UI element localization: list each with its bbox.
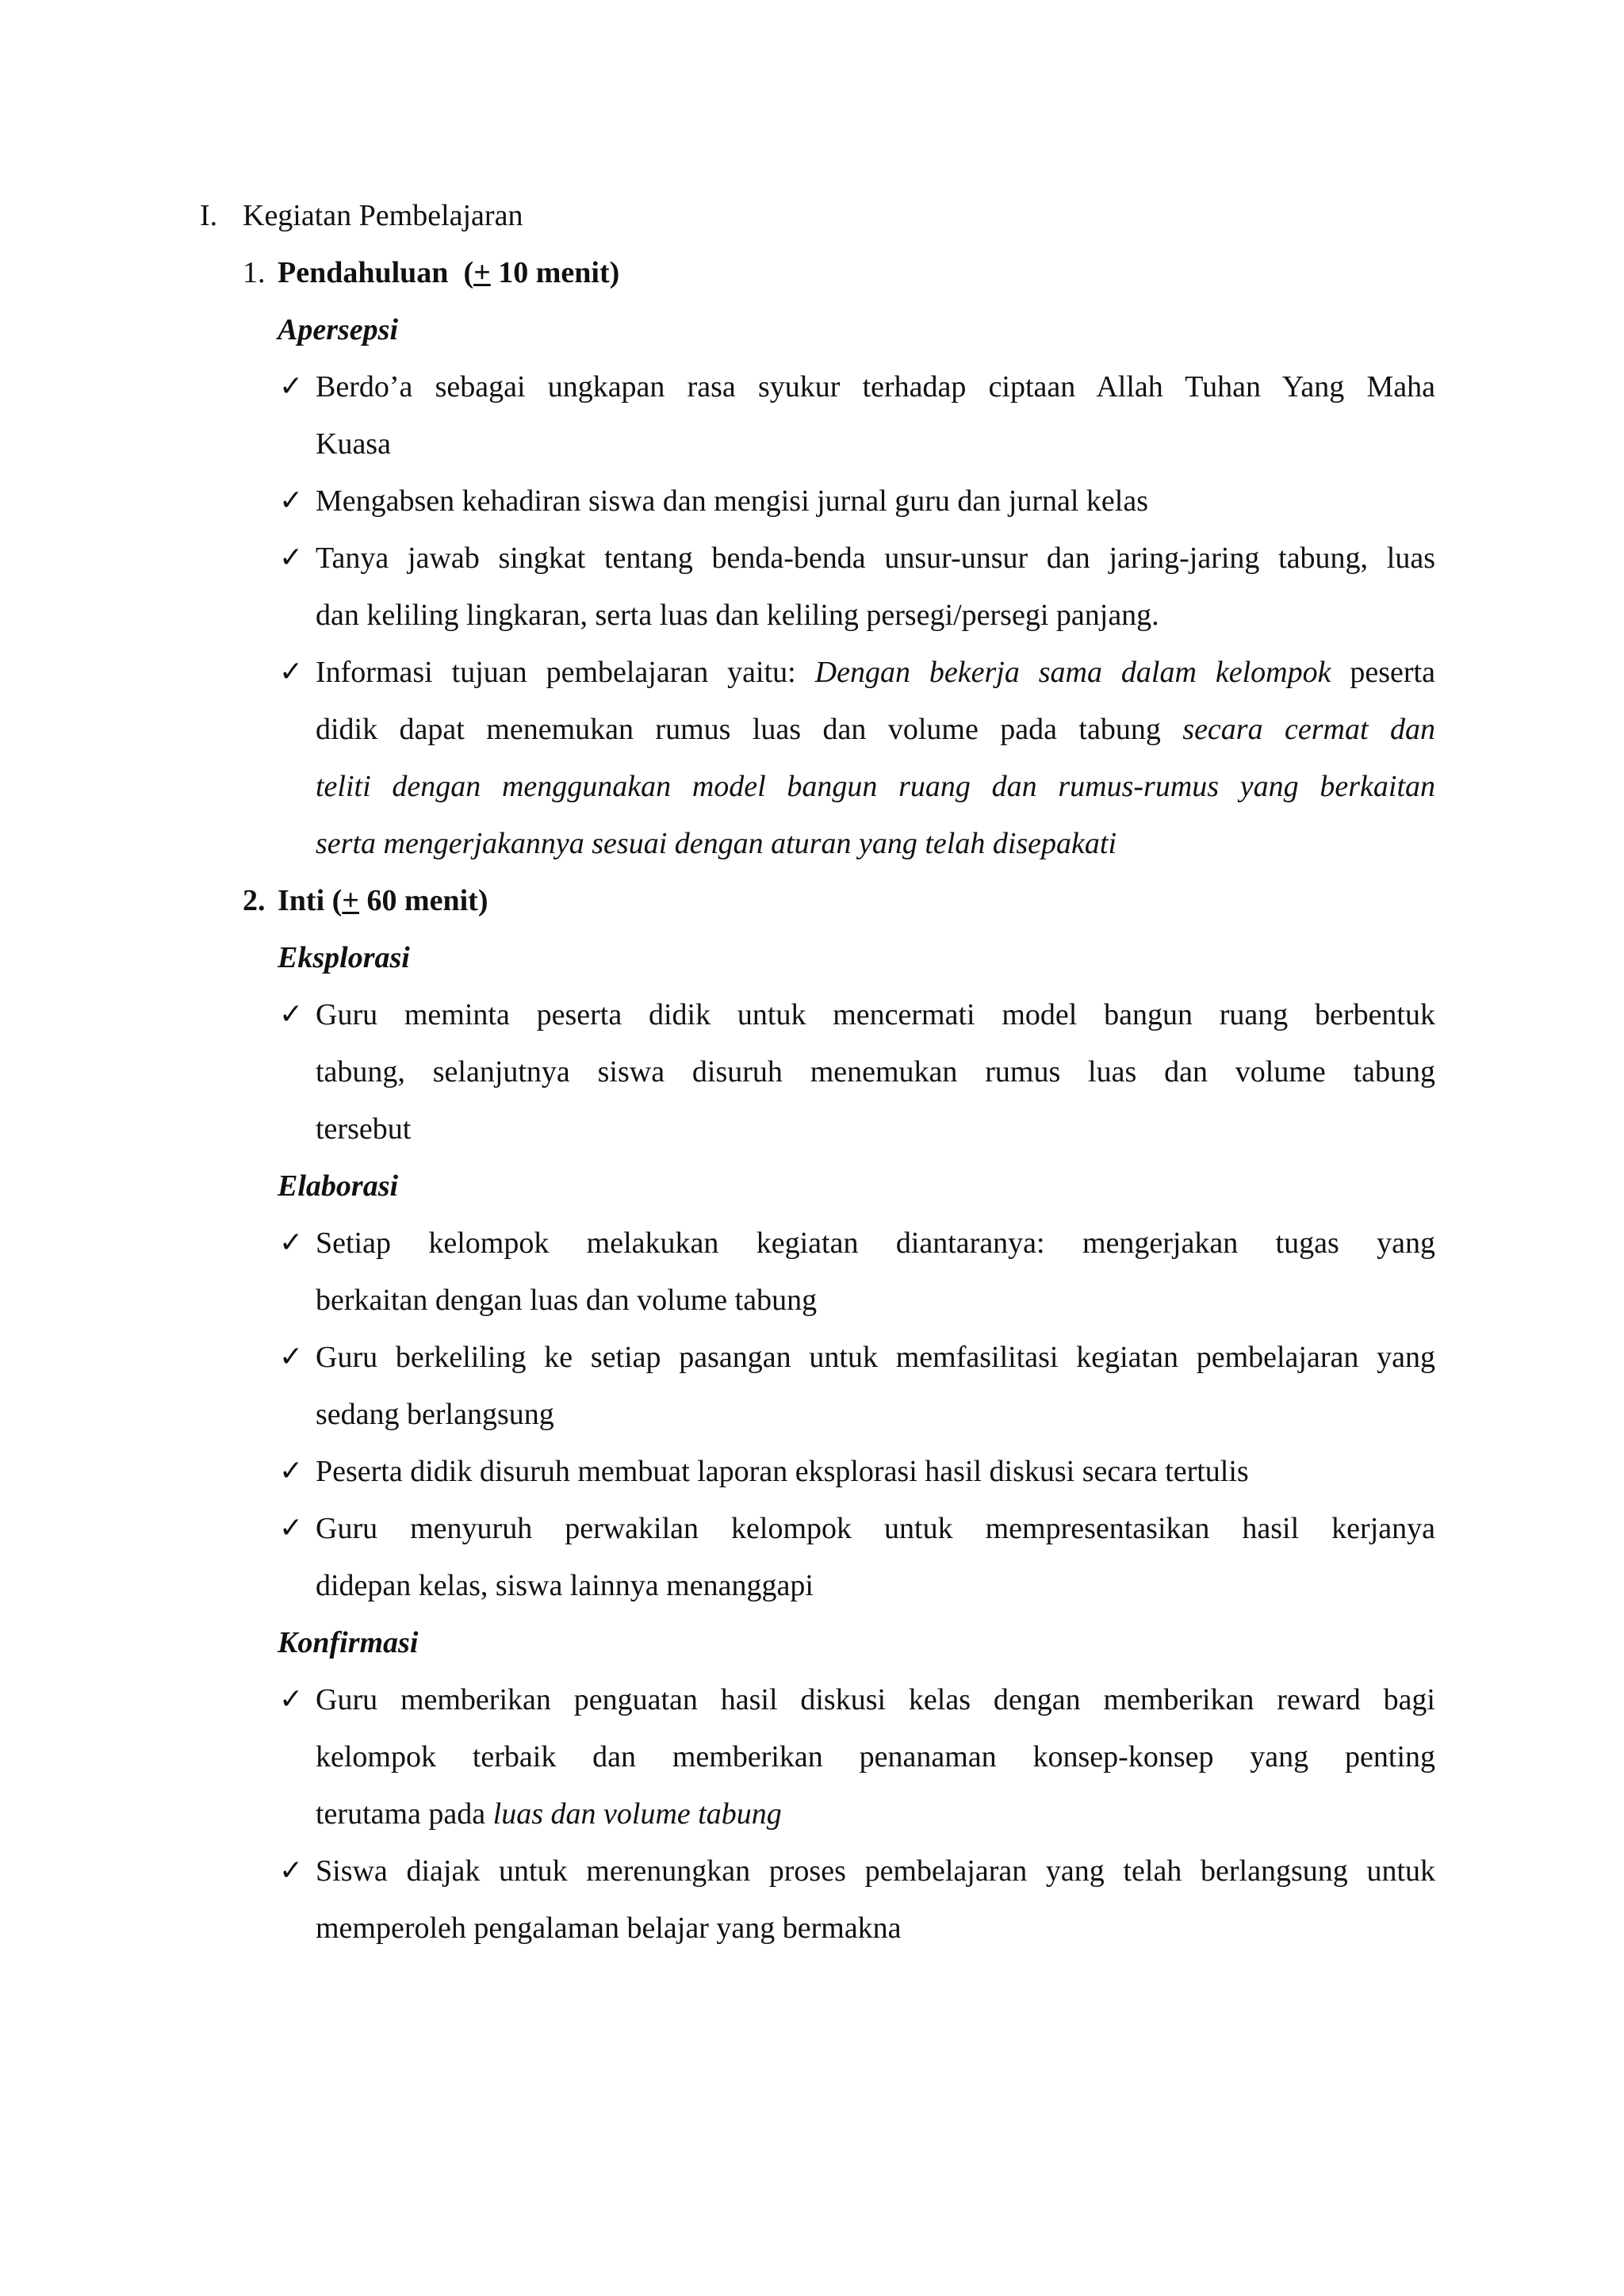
list-item-line: Mengabsen kehadiran siswa dan mengisi jurnal guru dan jurnal kelas — [316, 484, 1148, 518]
list-item-line: sedang berlangsung — [316, 1398, 554, 1431]
list-item-line: Tanya jawab singkat tentang benda-benda unsur-unsur dan jaring-jaring tabung, luas — [316, 541, 1435, 575]
objective-intro-text: Informasi tujuan pembelajaran yaitu: — [316, 656, 815, 689]
plus-minus-sign: + — [342, 884, 359, 917]
apersepsi-label: Apersepsi — [278, 313, 398, 346]
subsection-title: Inti — [278, 884, 325, 917]
checkmark-icon: ✓ — [279, 1683, 304, 1716]
checkmark-icon: ✓ — [279, 370, 304, 403]
checkmark-icon: ✓ — [279, 1455, 304, 1487]
subsection-number: 1. — [243, 256, 266, 289]
list-item-line: serta mengerjakannya sesuai dengan aturan yang telah disepakati — [316, 827, 1117, 860]
subsection-heading — [278, 254, 619, 292]
checkmark-icon: ✓ — [279, 1512, 304, 1544]
konfirmasi-label: Konfirmasi — [278, 1626, 419, 1659]
subsection-heading — [278, 882, 488, 920]
duration-text: 10 menit) — [490, 256, 620, 289]
list-item-line: kelompok terbaik dan memberikan penanaman konsep-konsep yang penting — [316, 1740, 1435, 1774]
list-item-line: Guru menyuruh perwakilan kelompok untuk mempresentasikan hasil kerjanya — [316, 1512, 1435, 1545]
section-numeral: I. — [200, 199, 218, 232]
checkmark-icon: ✓ — [279, 484, 304, 517]
checkmark-icon: ✓ — [279, 1854, 304, 1887]
list-item-line: Guru meminta peserta didik untuk mencermati model bangun ruang berbentuk — [316, 998, 1435, 1031]
list-item-line: Siswa diajak untuk merenungkan proses pembelajaran yang telah berlangsung untuk — [316, 1854, 1435, 1888]
list-item-line: memperoleh pengalaman belajar yang bermakna — [316, 1911, 902, 1945]
list-item-line: dan keliling lingkaran, serta luas dan keliling persegi/persegi panjang. — [316, 599, 1159, 632]
objective-text: didik dapat menemukan rumus luas dan volume pada tabung — [316, 713, 1183, 746]
checkmark-icon: ✓ — [279, 1226, 304, 1259]
list-item-line: Guru berkeliling ke setiap pasangan untuk memfasilitasi kegiatan pembelajaran yang — [316, 1341, 1435, 1374]
subsection-title: Pendahuluan — [278, 256, 449, 289]
duration-open: ( — [463, 256, 474, 289]
list-item-line — [316, 1795, 782, 1833]
elaborasi-label: Elaborasi — [278, 1169, 399, 1203]
list-item-line: Peserta didik disuruh membuat laporan eksplorasi hasil diskusi secara tertulis — [316, 1455, 1249, 1488]
objective-italic-text: Dengan bekerja sama dalam kelompok — [814, 656, 1331, 689]
section-title: Kegiatan Pembelajaran — [243, 199, 523, 232]
list-item-line: tabung, selanjutnya siswa disuruh menemukan rumus luas dan volume tabung — [316, 1055, 1435, 1089]
list-item-line: Kuasa — [316, 427, 391, 461]
objective-italic-text: secara cermat dan — [1182, 713, 1435, 746]
objective-text: peserta — [1331, 656, 1435, 689]
subsection-number: 2. — [243, 884, 266, 917]
list-item-line: Guru memberikan penguatan hasil diskusi kelas dengan memberikan reward bagi — [316, 1683, 1435, 1716]
list-item-line: teliti dengan menggunakan model bangun ruang dan rumus-rumus yang berkaitan — [316, 770, 1435, 803]
list-item-line: tersebut — [316, 1112, 412, 1146]
konfirmasi-italic-text: luas dan volume tabung — [492, 1797, 782, 1831]
list-item-line — [316, 653, 1435, 691]
eksplorasi-label: Eksplorasi — [278, 941, 410, 974]
plus-minus-sign: + — [473, 256, 491, 289]
checkmark-icon: ✓ — [279, 656, 304, 688]
list-item-line: berkaitan dengan luas dan volume tabung — [316, 1284, 818, 1317]
konfirmasi-text: terutama pada — [316, 1797, 493, 1831]
list-item-line: Berdo’a sebagai ungkapan rasa syukur terhadap ciptaan Allah Tuhan Yang Maha — [316, 370, 1435, 404]
list-item-line: Setiap kelompok melakukan kegiatan diantaranya: mengerjakan tugas yang — [316, 1226, 1435, 1260]
checkmark-icon: ✓ — [279, 998, 304, 1031]
checkmark-icon: ✓ — [279, 541, 304, 574]
checkmark-icon: ✓ — [279, 1341, 304, 1373]
duration-open: ( — [331, 884, 343, 917]
list-item-line: didepan kelas, siswa lainnya menanggapi — [316, 1569, 814, 1602]
duration-text: 60 menit) — [358, 884, 488, 917]
list-item-line — [316, 710, 1435, 748]
